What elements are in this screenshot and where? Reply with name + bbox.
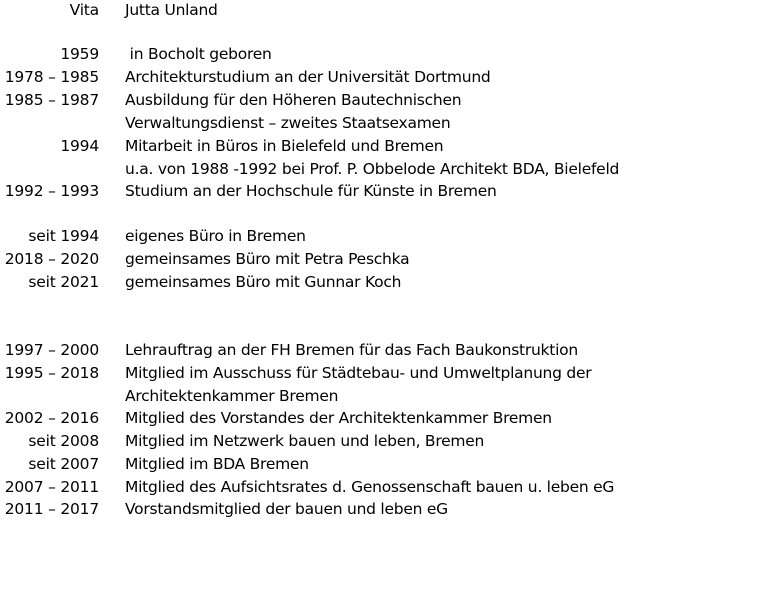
vita-entry xyxy=(0,66,767,89)
vita-entry xyxy=(0,43,767,66)
entry-years: 1992 – 1993 xyxy=(4,182,99,200)
entry-description: in Bocholt geboren xyxy=(125,45,272,63)
entry-years: seit 2021 xyxy=(28,273,99,291)
vita-entry xyxy=(0,271,767,294)
entry-years: 2007 – 2011 xyxy=(4,478,99,496)
entry-description: Vorstandsmitglied der bauen und leben eG xyxy=(125,500,448,518)
entry-years: 2002 – 2016 xyxy=(4,409,99,427)
vita-entry xyxy=(0,89,767,112)
entry-description: Mitarbeit in Büros in Bielefeld und Bremen xyxy=(125,137,444,155)
vita-entry xyxy=(0,362,767,385)
entry-years: seit 2007 xyxy=(28,455,99,473)
vita-entry xyxy=(0,407,767,430)
person-name: Jutta Unland xyxy=(125,1,218,19)
entry-years: 1994 xyxy=(60,137,99,155)
entry-years: 1985 – 1987 xyxy=(4,91,99,109)
vita-entry-continuation xyxy=(0,385,767,408)
entry-years: 1997 – 2000 xyxy=(4,341,99,359)
vita-entry xyxy=(0,453,767,476)
vita-entry xyxy=(0,180,767,203)
entry-description: Mitglied im Netzwerk bauen und leben, Bremen xyxy=(125,432,485,450)
vita-header xyxy=(0,0,767,22)
entry-description: Verwaltungsdienst – zweites Staatsexamen xyxy=(125,114,451,132)
vita-entry xyxy=(0,476,767,499)
entry-years: seit 1994 xyxy=(28,227,99,245)
vita-entry-continuation xyxy=(0,158,767,181)
entry-years: seit 2008 xyxy=(28,432,99,450)
entry-description: Architektenkammer Bremen xyxy=(125,387,339,405)
vita-entry-continuation xyxy=(0,112,767,135)
entry-description: Mitglied im Ausschuss für Städtebau- und Umweltplanung der xyxy=(125,364,592,382)
entry-description: Mitglied im BDA Bremen xyxy=(125,455,309,473)
entry-description: u.a. von 1988 -1992 bei Prof. P. Obbelode Architekt BDA, Bielefeld xyxy=(125,160,620,178)
entry-description: Lehrauftrag an der FH Bremen für das Fach Baukonstruktion xyxy=(125,341,578,359)
entry-years: 1959 xyxy=(60,45,99,63)
entry-description: eigenes Büro in Bremen xyxy=(125,227,306,245)
entry-description: Mitglied des Vorstandes der Architektenkammer Bremen xyxy=(125,409,552,427)
entry-description: Studium an der Hochschule für Künste in Bremen xyxy=(125,182,497,200)
entry-description: Ausbildung für den Höheren Bautechnischen xyxy=(125,91,462,109)
entry-description: Mitglied des Aufsichtsrates d. Genossenschaft bauen u. leben eG xyxy=(125,478,615,496)
vita-entry xyxy=(0,498,767,521)
entry-years: 2011 – 2017 xyxy=(4,500,99,518)
entry-description: gemeinsames Büro mit Gunnar Koch xyxy=(125,273,402,291)
entry-years: 2018 – 2020 xyxy=(4,250,99,268)
entry-description: gemeinsames Büro mit Petra Peschka xyxy=(125,250,410,268)
vita-entry xyxy=(0,339,767,362)
vita-entry xyxy=(0,135,767,158)
entry-years: 1978 – 1985 xyxy=(4,68,99,86)
vita-entry xyxy=(0,225,767,248)
entry-description: Architekturstudium an der Universität Dortmund xyxy=(125,68,491,86)
entry-years: 1995 – 2018 xyxy=(4,364,99,382)
vita-label: Vita xyxy=(69,1,99,19)
vita-entry xyxy=(0,248,767,271)
vita-entry xyxy=(0,430,767,453)
